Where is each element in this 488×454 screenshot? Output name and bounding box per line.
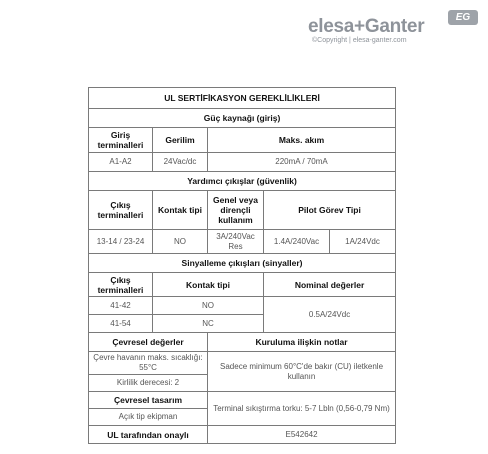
ul-certification-table (88, 87, 396, 444)
signal-header-terminals: Çıkış terminalleri (89, 273, 153, 297)
power-header-current: Maks. akım (208, 128, 396, 153)
aux-contact: NO (153, 230, 208, 254)
aux-header-pilot: Pilot Görev Tipi (264, 191, 396, 230)
env-pollution: Kirlilik derecesi: 2 (89, 375, 208, 392)
aux-header-terminals: Çıkış terminalleri (89, 191, 153, 230)
aux-header-general: Genel veya dirençli kullanım (208, 191, 264, 230)
aux-section-title: Yardımcı çıkışlar (güvenlik) (89, 172, 396, 191)
signal-nominal: 0.5A/24Vdc (264, 297, 396, 333)
aux-header-contact: Kontak tipi (153, 191, 208, 230)
power-voltage: 24Vac/dc (153, 153, 208, 172)
aux-general: 3A/240Vac Res (208, 230, 264, 254)
ul-value: E542642 (208, 426, 396, 444)
copyright-text: ©Copyright | elesa-ganter.com (312, 37, 407, 44)
aux-pilot-ac: 1.4A/240Vac (264, 230, 330, 254)
env-header: Çevresel değerler (89, 333, 208, 352)
brand-logo-text: elesa+Ganter (308, 16, 425, 37)
power-header-terminals: Giriş terminalleri (89, 128, 153, 153)
power-current: 220mA / 70mA (208, 153, 396, 172)
brand-badge-icon: EG (448, 10, 478, 25)
signal-section-title: Sinyalleme çıkışları (sinyaller) (89, 254, 396, 273)
install-wire-note: Sadece minimum 60°C'de bakır (CU) iletkenle kullanın (208, 352, 396, 392)
power-terminals: A1-A2 (89, 153, 153, 172)
table-title: UL SERTİFİKASYON GEREKLİLİKLERİ (89, 88, 396, 109)
power-header-voltage: Gerilim (153, 128, 208, 153)
signal-row1-contact: NO (153, 297, 264, 315)
power-section-title: Güç kaynağı (giriş) (89, 109, 396, 128)
signal-row1-terminals: 41-42 (89, 297, 153, 315)
design-header: Çevresel tasarım (89, 392, 208, 409)
aux-terminals: 13-14 / 23-24 (89, 230, 153, 254)
design-value: Açık tip ekipman (89, 409, 208, 426)
brand-logo (308, 12, 478, 37)
env-air-temp: Çevre havanın maks. sıcaklığı: 55°C (89, 352, 208, 375)
signal-row2-contact: NC (153, 315, 264, 333)
aux-pilot-dc: 1A/24Vdc (330, 230, 396, 254)
install-torque: Terminal sıkıştırma torku: 5-7 Lbln (0,56-0,79 Nm) (208, 392, 396, 426)
ul-label: UL tarafından onaylı (89, 426, 208, 444)
signal-header-nominal: Nominal değerler (264, 273, 396, 297)
signal-header-contact: Kontak tipi (153, 273, 264, 297)
brand-header (308, 8, 478, 52)
signal-row2-terminals: 41-54 (89, 315, 153, 333)
install-header: Kuruluma ilişkin notlar (208, 333, 396, 352)
